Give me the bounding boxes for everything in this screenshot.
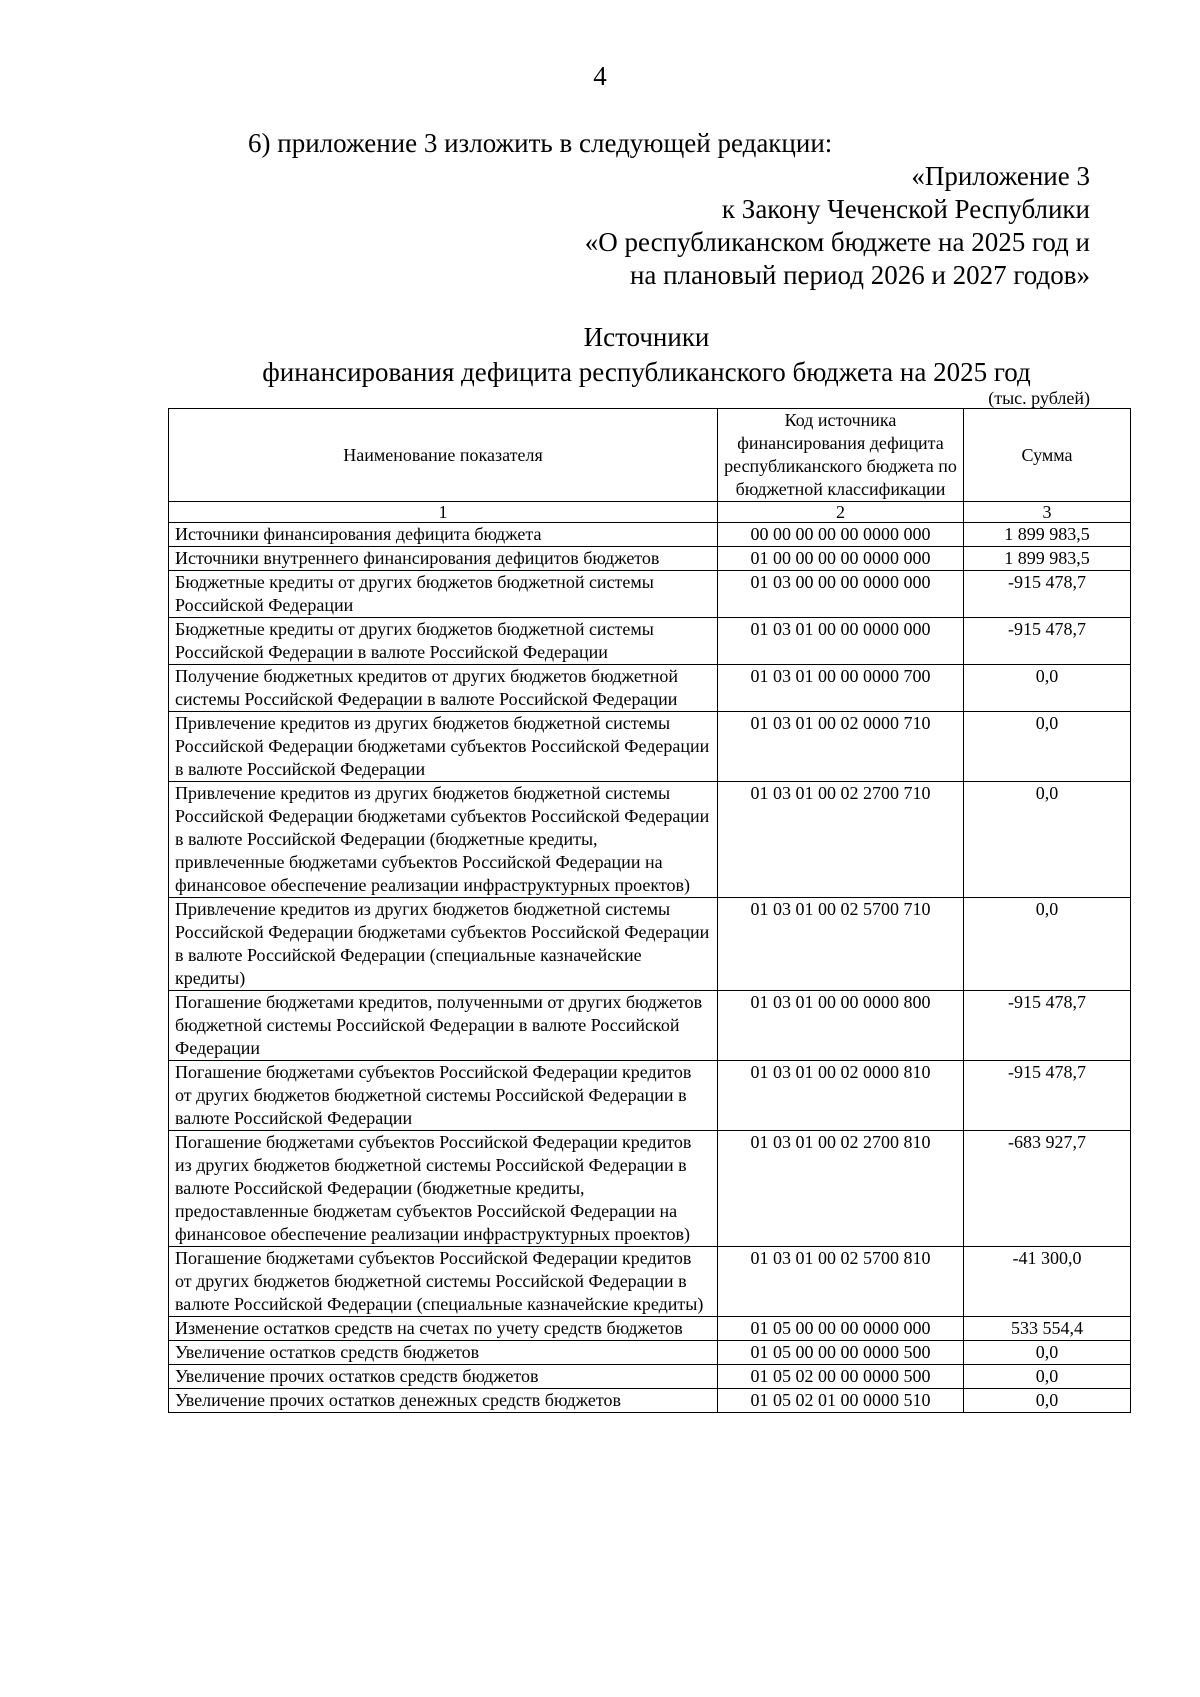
row-code-cell: 01 05 00 00 00 0000 000: [718, 1317, 964, 1341]
table-row: [169, 1341, 1131, 1365]
table-row: [169, 1061, 1131, 1131]
table-row: [169, 898, 1131, 991]
row-sum-cell: -915 478,7: [964, 991, 1131, 1061]
row-sum-cell: 0,0: [964, 782, 1131, 898]
row-code-cell: 01 03 00 00 00 0000 000: [718, 571, 964, 618]
table-body: [169, 523, 1131, 1413]
row-name-cell: Бюджетные кредиты от других бюджетов бюджетной системы Российской Федерации: [169, 571, 718, 618]
amendment-text: 6) приложение 3 изложить в следующей редакции:: [248, 128, 833, 158]
row-name-cell: Источники финансирования дефицита бюджета: [169, 523, 718, 547]
table-row: [169, 1247, 1131, 1317]
row-sum-cell: 0,0: [964, 1389, 1131, 1413]
table-row: [169, 547, 1131, 571]
row-sum-cell: -683 927,7: [964, 1131, 1131, 1247]
header-code: Код источника финансирования дефицита республиканского бюджета по бюджетной классификации: [718, 409, 964, 502]
row-sum-cell: 0,0: [964, 665, 1131, 712]
row-code-cell: 01 03 01 00 02 2700 710: [718, 782, 964, 898]
row-sum-cell: 533 554,4: [964, 1317, 1131, 1341]
row-sum-cell: -915 478,7: [964, 618, 1131, 665]
row-name-cell: Привлечение кредитов из других бюджетов бюджетной системы Российской Федерации бюджетами субъектов Российской Федерации в валюте Российской Федерации (специальные казначейские кредиты): [169, 898, 718, 991]
annex-header-line: на плановый период 2026 и 2027 годов»: [629, 260, 1090, 290]
table-row: [169, 523, 1131, 547]
table-row: [169, 1131, 1131, 1247]
row-sum-cell: 0,0: [964, 712, 1131, 782]
table-row: [169, 782, 1131, 898]
row-name-cell: Привлечение кредитов из других бюджетов бюджетной системы Российской Федерации бюджетами субъектов Российской Федерации в валюте Российской Федерации (бюджетные кредиты, привлеченные бюджетами субъектов Российской Федерации на финансовое обеспечение реализации инфраструктурных проектов): [169, 782, 718, 898]
annex-header: [585, 160, 1090, 292]
row-code-cell: 00 00 00 00 00 0000 000: [718, 523, 964, 547]
title-line-2: финансирования дефицита республиканского бюджета на 2025 год: [262, 357, 1031, 387]
header-name: Наименование показателя: [169, 409, 718, 502]
row-name-cell: Бюджетные кредиты от других бюджетов бюджетной системы Российской Федерации в валюте Российской Федерации: [169, 618, 718, 665]
units-label: (тыс. рублей): [988, 388, 1090, 408]
row-sum-cell: -915 478,7: [964, 571, 1131, 618]
row-code-cell: 01 03 01 00 02 5700 710: [718, 898, 964, 991]
row-name-cell: Изменение остатков средств на счетах по учету средств бюджетов: [169, 1317, 718, 1341]
row-code-cell: 01 05 00 00 00 0000 500: [718, 1341, 964, 1365]
row-code-cell: 01 03 01 00 00 0000 000: [718, 618, 964, 665]
column-number: 3: [964, 502, 1131, 523]
row-sum-cell: 0,0: [964, 1365, 1131, 1389]
table-row: [169, 665, 1131, 712]
row-name-cell: Погашение бюджетами субъектов Российской Федерации кредитов от других бюджетов бюджетной системы Российской Федерации в валюте Российской Федерации: [169, 1061, 718, 1131]
row-sum-cell: 0,0: [964, 898, 1131, 991]
row-code-cell: 01 03 01 00 00 0000 700: [718, 665, 964, 712]
row-name-cell: Привлечение кредитов из других бюджетов бюджетной системы Российской Федерации бюджетами субъектов Российской Федерации в валюте Российской Федерации: [169, 712, 718, 782]
table-row: [169, 571, 1131, 618]
column-number-row: [169, 502, 1131, 523]
table-header-row: [169, 409, 1131, 502]
document-title: [0, 320, 1200, 390]
column-number: 1: [169, 502, 718, 523]
row-code-cell: 01 03 01 00 02 0000 810: [718, 1061, 964, 1131]
row-code-cell: 01 03 01 00 02 5700 810: [718, 1247, 964, 1317]
row-name-cell: Погашение бюджетами субъектов Российской Федерации кредитов от других бюджетов бюджетной системы Российской Федерации в валюте Российской Федерации (специальные казначейские кредиты): [169, 1247, 718, 1317]
page-number: 4: [593, 61, 607, 91]
row-code-cell: 01 05 02 01 00 0000 510: [718, 1389, 964, 1413]
row-code-cell: 01 03 01 00 02 0000 710: [718, 712, 964, 782]
table-row: [169, 1317, 1131, 1341]
row-sum-cell: 1 899 983,5: [964, 547, 1131, 571]
row-code-cell: 01 03 01 00 00 0000 800: [718, 991, 964, 1061]
column-number: 2: [718, 502, 964, 523]
table-row: [169, 1365, 1131, 1389]
table-row: [169, 1389, 1131, 1413]
annex-header-line: «О республиканском бюджете на 2025 год и: [584, 227, 1090, 257]
table-row: [169, 618, 1131, 665]
annex-header-line: к Закону Чеченской Республики: [721, 194, 1090, 224]
header-sum: Сумма: [964, 409, 1131, 502]
row-code-cell: 01 00 00 00 00 0000 000: [718, 547, 964, 571]
row-name-cell: Источники внутреннего финансирования дефицитов бюджетов: [169, 547, 718, 571]
row-code-cell: 01 05 02 00 00 0000 500: [718, 1365, 964, 1389]
row-sum-cell: 0,0: [964, 1341, 1131, 1365]
row-sum-cell: -41 300,0: [964, 1247, 1131, 1317]
row-name-cell: Увеличение остатков средств бюджетов: [169, 1341, 718, 1365]
title-line-1: Источники: [583, 322, 710, 352]
sources-table: [168, 408, 1131, 1413]
row-sum-cell: -915 478,7: [964, 1061, 1131, 1131]
table-row: [169, 712, 1131, 782]
row-name-cell: Увеличение прочих остатков денежных средств бюджетов: [169, 1389, 718, 1413]
table-row: [169, 991, 1131, 1061]
row-name-cell: Погашение бюджетами кредитов, полученными от других бюджетов бюджетной системы Российской Федерации в валюте Российской Федерации: [169, 991, 718, 1061]
row-name-cell: Погашение бюджетами субъектов Российской Федерации кредитов из других бюджетов бюджетной системы Российской Федерации в валюте Российской Федерации (бюджетные кредиты, предоставленные бюджетам субъектов Российской Федерации на финансовое обеспечение реализации инфраструктурных проектов): [169, 1131, 718, 1247]
row-name-cell: Увеличение прочих остатков средств бюджетов: [169, 1365, 718, 1389]
annex-header-line: «Приложение 3: [911, 161, 1090, 191]
row-code-cell: 01 03 01 00 02 2700 810: [718, 1131, 964, 1247]
row-name-cell: Получение бюджетных кредитов от других бюджетов бюджетной системы Российской Федерации в валюте Российской Федерации: [169, 665, 718, 712]
row-sum-cell: 1 899 983,5: [964, 523, 1131, 547]
